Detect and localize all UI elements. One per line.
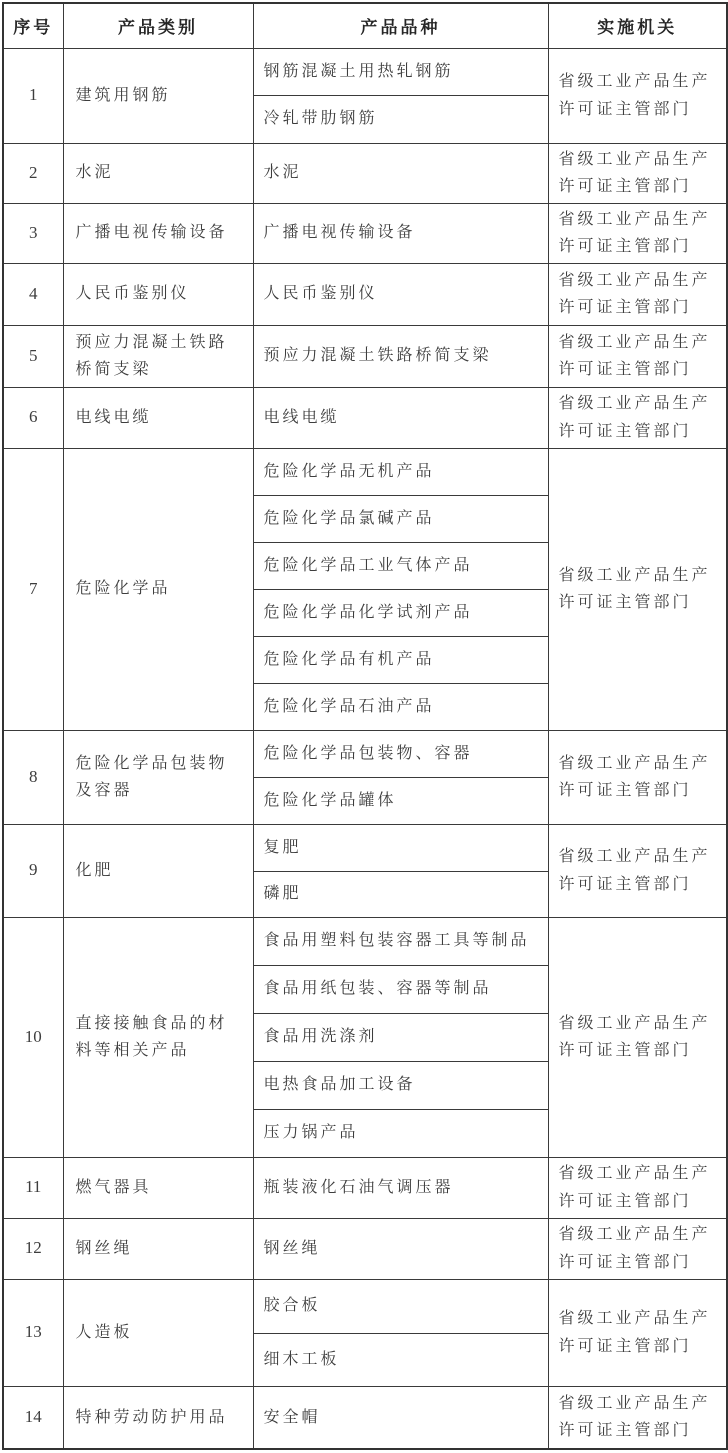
category-cell: 燃气器具 xyxy=(63,1157,253,1218)
authority-cell: 省级工业产品生产许可证主管部门 xyxy=(548,730,727,824)
table-row xyxy=(3,917,727,965)
category-cell: 电线电缆 xyxy=(63,387,253,448)
authority-cell: 省级工业产品生产许可证主管部门 xyxy=(548,448,727,730)
variety-cell: 压力锅产品 xyxy=(253,1109,548,1157)
serial-cell: 7 xyxy=(3,448,63,730)
table-row xyxy=(3,1218,727,1279)
authority-cell: 省级工业产品生产许可证主管部门 xyxy=(548,1157,727,1218)
authority-cell: 省级工业产品生产许可证主管部门 xyxy=(548,48,727,143)
authority-cell: 省级工业产品生产许可证主管部门 xyxy=(548,1386,727,1449)
category-cell: 化肥 xyxy=(63,824,253,917)
variety-cell: 危险化学品氯碱产品 xyxy=(253,495,548,542)
category-cell: 人民币鉴别仪 xyxy=(63,263,253,325)
col-header-authority: 实施机关 xyxy=(548,3,727,48)
category-cell: 直接接触食品的材料等相关产品 xyxy=(63,917,253,1157)
variety-cell: 食品用洗涤剂 xyxy=(253,1013,548,1061)
serial-cell: 1 xyxy=(3,48,63,143)
table-row xyxy=(3,325,727,387)
variety-cell: 复肥 xyxy=(253,824,548,871)
category-cell: 钢丝绳 xyxy=(63,1218,253,1279)
variety-cell: 危险化学品化学试剂产品 xyxy=(253,589,548,636)
variety-cell: 水泥 xyxy=(253,143,548,203)
category-cell: 特种劳动防护用品 xyxy=(63,1386,253,1449)
table-row xyxy=(3,1386,727,1449)
table-row xyxy=(3,448,727,495)
col-header-category: 产品类别 xyxy=(63,3,253,48)
table-row xyxy=(3,824,727,871)
authority-cell: 省级工业产品生产许可证主管部门 xyxy=(548,263,727,325)
variety-cell: 冷轧带肋钢筋 xyxy=(253,95,548,143)
col-header-serial: 序号 xyxy=(3,3,63,48)
authority-cell: 省级工业产品生产许可证主管部门 xyxy=(548,1218,727,1279)
table-row xyxy=(3,203,727,263)
serial-cell: 5 xyxy=(3,325,63,387)
variety-cell: 危险化学品罐体 xyxy=(253,777,548,824)
authority-cell: 省级工业产品生产许可证主管部门 xyxy=(548,143,727,203)
variety-cell: 电热食品加工设备 xyxy=(253,1061,548,1109)
serial-cell: 2 xyxy=(3,143,63,203)
variety-cell: 磷肥 xyxy=(253,871,548,917)
table-row xyxy=(3,143,727,203)
serial-cell: 13 xyxy=(3,1279,63,1386)
variety-cell: 胶合板 xyxy=(253,1279,548,1333)
serial-cell: 10 xyxy=(3,917,63,1157)
variety-cell: 电线电缆 xyxy=(253,387,548,448)
category-cell: 广播电视传输设备 xyxy=(63,203,253,263)
serial-cell: 8 xyxy=(3,730,63,824)
variety-cell: 危险化学品石油产品 xyxy=(253,683,548,730)
variety-cell: 安全帽 xyxy=(253,1386,548,1449)
variety-cell: 食品用塑料包装容器工具等制品 xyxy=(253,917,548,965)
table-row xyxy=(3,263,727,325)
category-cell: 人造板 xyxy=(63,1279,253,1386)
category-cell: 危险化学品 xyxy=(63,448,253,730)
variety-cell: 细木工板 xyxy=(253,1333,548,1386)
serial-cell: 3 xyxy=(3,203,63,263)
authority-cell: 省级工业产品生产许可证主管部门 xyxy=(548,824,727,917)
variety-cell: 预应力混凝土铁路桥简支梁 xyxy=(253,325,548,387)
variety-cell: 瓶装液化石油气调压器 xyxy=(253,1157,548,1218)
authority-cell: 省级工业产品生产许可证主管部门 xyxy=(548,203,727,263)
variety-cell: 人民币鉴别仪 xyxy=(253,263,548,325)
table-row xyxy=(3,1157,727,1218)
table-row xyxy=(3,48,727,95)
table-body xyxy=(3,48,727,1449)
category-cell: 建筑用钢筋 xyxy=(63,48,253,143)
table-row xyxy=(3,1279,727,1333)
serial-cell: 14 xyxy=(3,1386,63,1449)
product-license-table xyxy=(2,2,728,1450)
variety-cell: 钢丝绳 xyxy=(253,1218,548,1279)
serial-cell: 6 xyxy=(3,387,63,448)
variety-cell: 危险化学品有机产品 xyxy=(253,636,548,683)
serial-cell: 11 xyxy=(3,1157,63,1218)
variety-cell: 危险化学品包装物、容器 xyxy=(253,730,548,777)
table-row xyxy=(3,387,727,448)
category-cell: 水泥 xyxy=(63,143,253,203)
variety-cell: 广播电视传输设备 xyxy=(253,203,548,263)
authority-cell: 省级工业产品生产许可证主管部门 xyxy=(548,325,727,387)
table-row xyxy=(3,730,727,777)
category-cell: 预应力混凝土铁路桥简支梁 xyxy=(63,325,253,387)
authority-cell: 省级工业产品生产许可证主管部门 xyxy=(548,1279,727,1386)
table-header xyxy=(3,3,727,48)
variety-cell: 食品用纸包装、容器等制品 xyxy=(253,965,548,1013)
variety-cell: 危险化学品无机产品 xyxy=(253,448,548,495)
col-header-variety: 产品品种 xyxy=(253,3,548,48)
serial-cell: 9 xyxy=(3,824,63,917)
authority-cell: 省级工业产品生产许可证主管部门 xyxy=(548,387,727,448)
category-cell: 危险化学品包装物及容器 xyxy=(63,730,253,824)
variety-cell: 危险化学品工业气体产品 xyxy=(253,542,548,589)
serial-cell: 12 xyxy=(3,1218,63,1279)
serial-cell: 4 xyxy=(3,263,63,325)
header-row xyxy=(3,3,727,48)
variety-cell: 钢筋混凝土用热轧钢筋 xyxy=(253,48,548,95)
authority-cell: 省级工业产品生产许可证主管部门 xyxy=(548,917,727,1157)
